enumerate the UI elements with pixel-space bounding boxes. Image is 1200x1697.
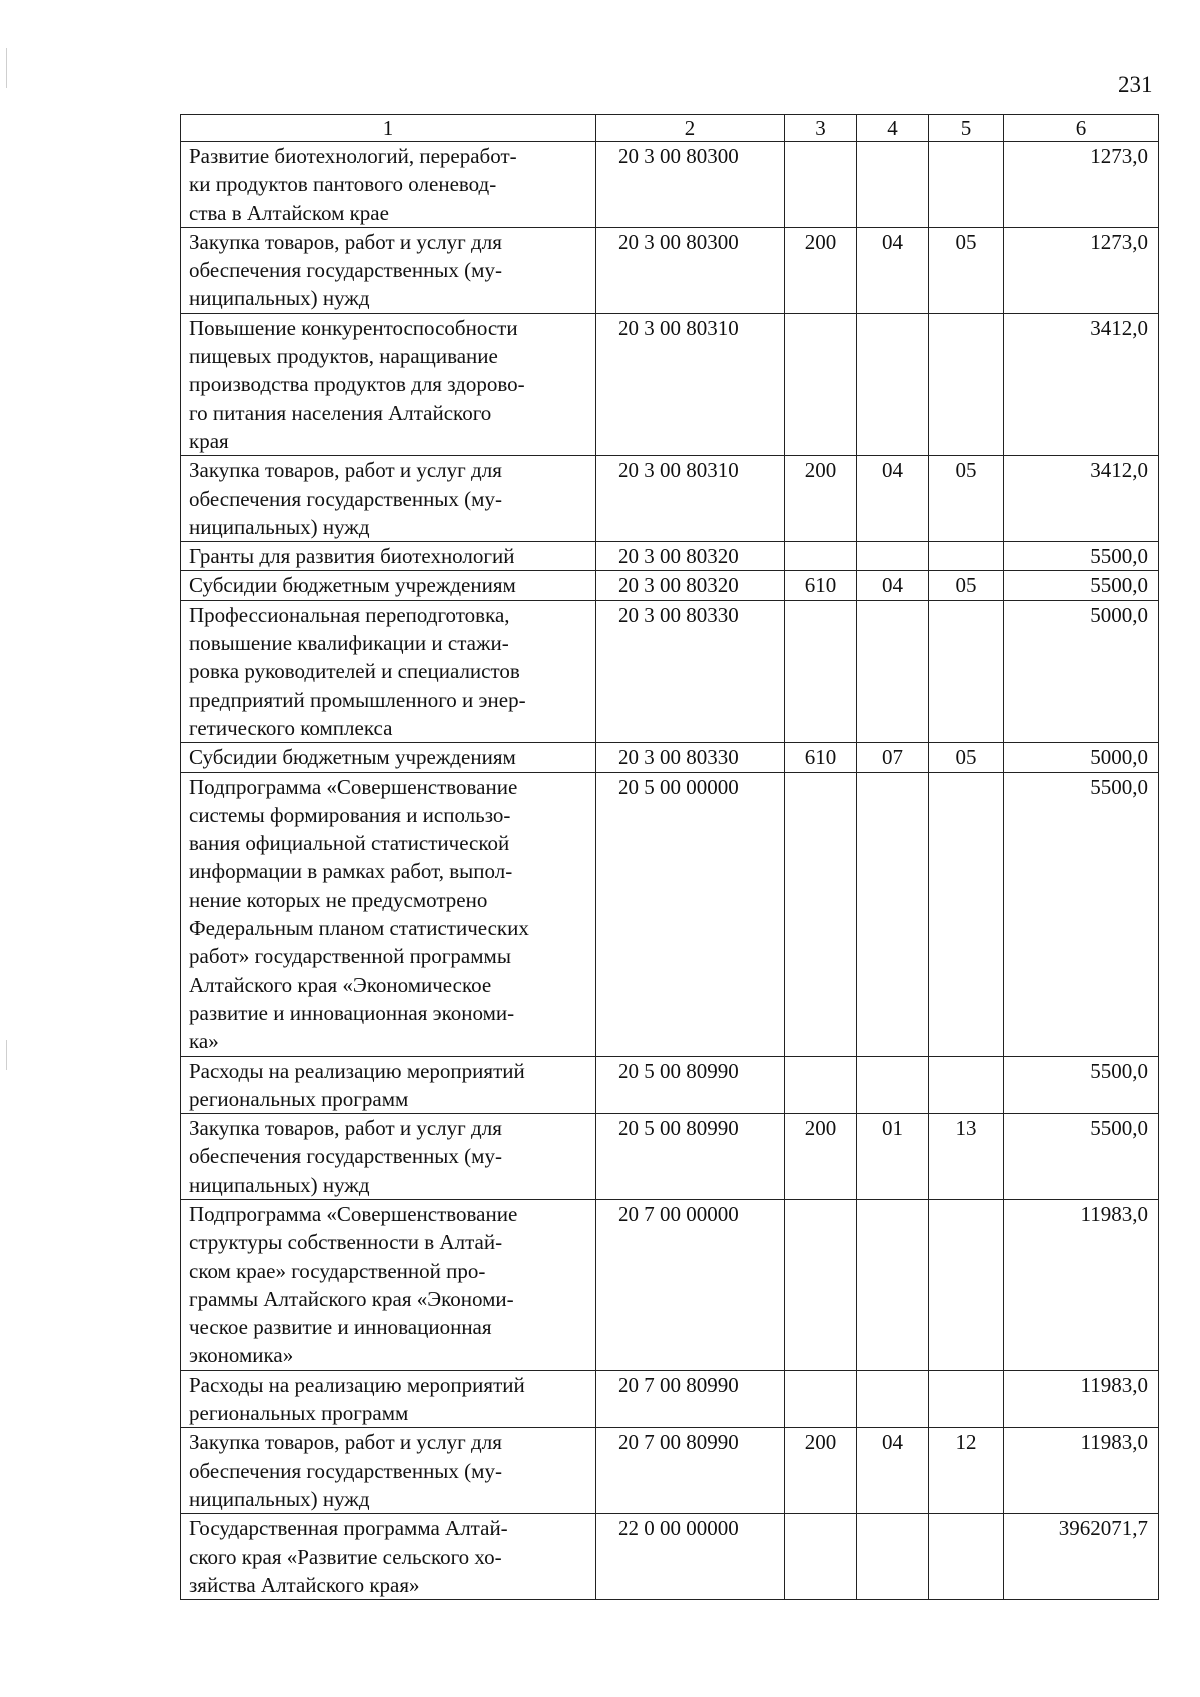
subsection-code (929, 772, 1004, 1056)
subsection-code: 13 (929, 1114, 1004, 1200)
amount-value: 5500,0 (1004, 542, 1159, 571)
target-article-code: 20 5 00 00000 (596, 772, 785, 1056)
expense-name: Развитие биотехнологий, переработ- ки продуктов пантового оленевод- ства в Алтайском крае (181, 142, 596, 228)
expense-type-code: 200 (785, 1114, 857, 1200)
section-code (857, 600, 929, 742)
target-article-code: 20 3 00 80310 (596, 456, 785, 542)
expense-name: Профессиональная переподготовка, повышение квалификации и стажи- ровка руководителей и специалистов предприятий промышленного и энер- гетического комплекса (181, 600, 596, 742)
table-row (181, 227, 1159, 313)
table-row (181, 313, 1159, 455)
expense-name: Субсидии бюджетным учреждениям (181, 571, 596, 600)
expense-name: Закупка товаров, работ и услуг для обеспечения государственных (му- ниципальных) нужд (181, 1114, 596, 1200)
amount-value: 11983,0 (1004, 1428, 1159, 1514)
expense-type-code: 200 (785, 1428, 857, 1514)
section-code: 04 (857, 456, 929, 542)
expense-name: Закупка товаров, работ и услуг для обеспечения государственных (му- ниципальных) нужд (181, 227, 596, 313)
table-row (181, 542, 1159, 571)
target-article-code: 20 5 00 80990 (596, 1056, 785, 1114)
table-header-row (181, 115, 1159, 142)
target-article-code: 20 3 00 80330 (596, 600, 785, 742)
table-row (181, 1370, 1159, 1428)
section-code (857, 1514, 929, 1600)
table-row (181, 1428, 1159, 1514)
subsection-code (929, 542, 1004, 571)
expense-type-code (785, 1514, 857, 1600)
column-header-3: 3 (785, 115, 857, 142)
target-article-code: 20 5 00 80990 (596, 1114, 785, 1200)
subsection-code (929, 1199, 1004, 1370)
section-code: 04 (857, 1428, 929, 1514)
subsection-code (929, 1056, 1004, 1114)
scan-edge-mark (6, 1040, 7, 1070)
section-code (857, 1370, 929, 1428)
subsection-code: 05 (929, 227, 1004, 313)
expense-name: Государственная программа Алтай- ского края «Развитие сельского хо- зяйства Алтайского края» (181, 1514, 596, 1600)
amount-value: 3412,0 (1004, 313, 1159, 455)
column-header-2: 2 (596, 115, 785, 142)
target-article-code: 20 3 00 80300 (596, 227, 785, 313)
expense-type-code: 200 (785, 227, 857, 313)
amount-value: 5500,0 (1004, 1056, 1159, 1114)
expense-type-code (785, 1199, 857, 1370)
table-row (181, 142, 1159, 228)
expense-type-code (785, 542, 857, 571)
subsection-code (929, 1370, 1004, 1428)
expense-name: Расходы на реализацию мероприятий региональных программ (181, 1056, 596, 1114)
section-code (857, 542, 929, 571)
expense-name: Гранты для развития биотехнологий (181, 542, 596, 571)
table-row (181, 1199, 1159, 1370)
expense-type-code: 200 (785, 456, 857, 542)
amount-value: 5000,0 (1004, 743, 1159, 772)
section-code: 04 (857, 227, 929, 313)
section-code: 07 (857, 743, 929, 772)
table-row (181, 1114, 1159, 1200)
expense-type-code: 610 (785, 743, 857, 772)
expense-type-code (785, 772, 857, 1056)
column-header-6: 6 (1004, 115, 1159, 142)
amount-value: 5500,0 (1004, 571, 1159, 600)
table-row (181, 456, 1159, 542)
subsection-code: 05 (929, 743, 1004, 772)
amount-value: 5000,0 (1004, 600, 1159, 742)
column-header-4: 4 (857, 115, 929, 142)
subsection-code: 12 (929, 1428, 1004, 1514)
table-row (181, 600, 1159, 742)
amount-value: 11983,0 (1004, 1370, 1159, 1428)
target-article-code: 20 7 00 00000 (596, 1199, 785, 1370)
subsection-code (929, 313, 1004, 455)
subsection-code (929, 142, 1004, 228)
amount-value: 3412,0 (1004, 456, 1159, 542)
section-code (857, 142, 929, 228)
section-code (857, 772, 929, 1056)
section-code (857, 313, 929, 455)
target-article-code: 20 3 00 80310 (596, 313, 785, 455)
amount-value: 1273,0 (1004, 227, 1159, 313)
page-number: 231 (1118, 72, 1153, 97)
target-article-code: 20 3 00 80330 (596, 743, 785, 772)
table-row (181, 1056, 1159, 1114)
expense-type-code (785, 1056, 857, 1114)
expense-name: Субсидии бюджетным учреждениям (181, 743, 596, 772)
expense-type-code (785, 1370, 857, 1428)
expense-type-code (785, 142, 857, 228)
section-code (857, 1056, 929, 1114)
expense-type-code: 610 (785, 571, 857, 600)
expense-name: Подпрограмма «Совершенствование структуры собственности в Алтай- ском крае» государственной про- граммы Алтайского края «Экономи- ческое развитие и инновационная экономика» (181, 1199, 596, 1370)
column-header-5: 5 (929, 115, 1004, 142)
expense-type-code (785, 600, 857, 742)
scan-edge-mark (6, 48, 7, 88)
amount-value: 5500,0 (1004, 1114, 1159, 1200)
target-article-code: 22 0 00 00000 (596, 1514, 785, 1600)
subsection-code (929, 1514, 1004, 1600)
expense-type-code (785, 313, 857, 455)
table-row (181, 1514, 1159, 1600)
budget-allocation-table (180, 114, 1159, 1600)
section-code: 04 (857, 571, 929, 600)
target-article-code: 20 7 00 80990 (596, 1370, 785, 1428)
target-article-code: 20 3 00 80320 (596, 571, 785, 600)
section-code (857, 1199, 929, 1370)
expense-name: Закупка товаров, работ и услуг для обеспечения государственных (му- ниципальных) нужд (181, 456, 596, 542)
amount-value: 5500,0 (1004, 772, 1159, 1056)
section-code: 01 (857, 1114, 929, 1200)
amount-value: 11983,0 (1004, 1199, 1159, 1370)
subsection-code (929, 600, 1004, 742)
expense-name: Закупка товаров, работ и услуг для обеспечения государственных (му- ниципальных) нужд (181, 1428, 596, 1514)
target-article-code: 20 3 00 80320 (596, 542, 785, 571)
expense-name: Подпрограмма «Совершенствование системы формирования и использо- вания официальной статистической информации в рамках работ, выпол- нение которых не предусмотрено Федеральным планом статистических работ» государственной программы Алтайского края «Экономическое развитие и инновационная экономи- ка» (181, 772, 596, 1056)
amount-value: 1273,0 (1004, 142, 1159, 228)
target-article-code: 20 7 00 80990 (596, 1428, 785, 1514)
table-row (181, 571, 1159, 600)
amount-value: 3962071,7 (1004, 1514, 1159, 1600)
target-article-code: 20 3 00 80300 (596, 142, 785, 228)
table-row (181, 743, 1159, 772)
subsection-code: 05 (929, 456, 1004, 542)
expense-name: Повышение конкурентоспособности пищевых продуктов, наращивание производства продуктов для здорово- го питания населения Алтайского края (181, 313, 596, 455)
expense-name: Расходы на реализацию мероприятий региональных программ (181, 1370, 596, 1428)
column-header-1: 1 (181, 115, 596, 142)
table-row (181, 772, 1159, 1056)
subsection-code: 05 (929, 571, 1004, 600)
